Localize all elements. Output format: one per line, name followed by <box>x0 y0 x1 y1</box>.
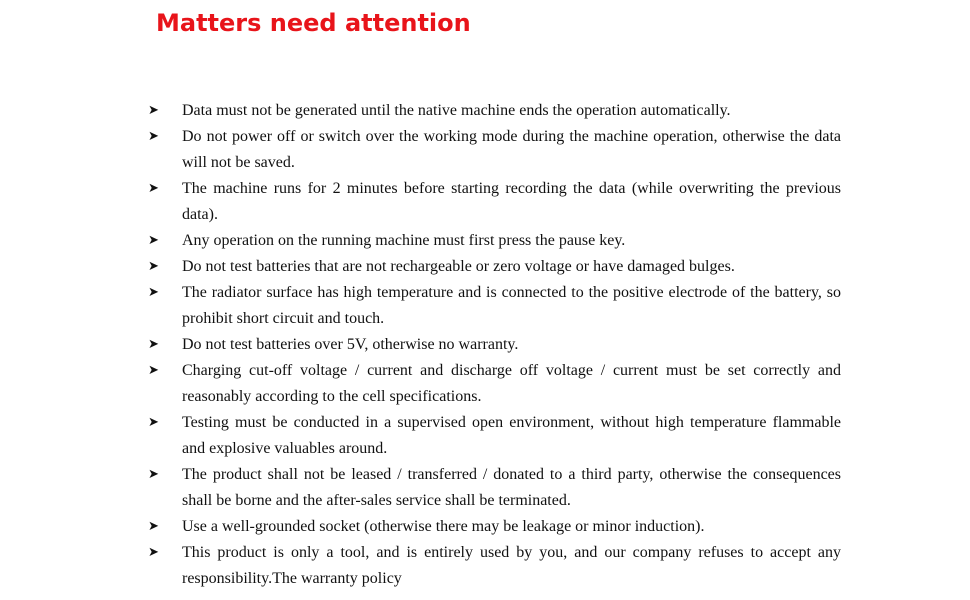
arrowhead-bullet-icon: ➤ <box>148 233 159 248</box>
arrowhead-bullet-icon: ➤ <box>148 181 159 196</box>
list-item-text: Charging cut-off voltage / current and discharge off voltage / current must be set correctly and reasonably according to the cell specifications. <box>182 362 841 405</box>
attention-list <box>148 98 841 592</box>
list-item-text: This product is only a tool, and is entirely used by you, and our company refuses to accept any responsibility.The warranty policy <box>182 544 841 587</box>
list-item <box>148 358 841 410</box>
arrowhead-bullet-icon: ➤ <box>148 129 159 144</box>
arrowhead-bullet-icon: ➤ <box>148 103 159 118</box>
list-item <box>148 462 841 514</box>
list-item-text: Do not test batteries over 5V, otherwise no warranty. <box>182 336 519 353</box>
arrowhead-bullet-icon: ➤ <box>148 467 159 482</box>
arrowhead-bullet-icon: ➤ <box>148 337 159 352</box>
list-item <box>148 410 841 462</box>
list-item-text: Do not power off or switch over the working mode during the machine operation, otherwise the data will not be saved. <box>182 128 841 171</box>
list-item <box>148 540 841 592</box>
list-item-text: Use a well-grounded socket (otherwise there may be leakage or minor induction). <box>182 518 705 535</box>
arrowhead-bullet-icon: ➤ <box>148 415 159 430</box>
list-item <box>148 514 841 540</box>
list-item-text: The product shall not be leased / transferred / donated to a third party, otherwise the consequences shall be borne and the after-sales service shall be terminated. <box>182 466 841 509</box>
list-item-text: The machine runs for 2 minutes before starting recording the data (while overwriting the previous data). <box>182 180 841 223</box>
list-item-text: Do not test batteries that are not rechargeable or zero voltage or have damaged bulges. <box>182 258 735 275</box>
list-item-text: The radiator surface has high temperature and is connected to the positive electrode of the battery, so prohibit short circuit and touch. <box>182 284 841 327</box>
list-item-text: Any operation on the running machine must first press the pause key. <box>182 232 626 249</box>
list-item <box>148 124 841 176</box>
list-item <box>148 228 841 254</box>
arrowhead-bullet-icon: ➤ <box>148 545 159 560</box>
arrowhead-bullet-icon: ➤ <box>148 363 159 378</box>
list-item <box>148 98 841 124</box>
list-item-text: Testing must be conducted in a supervised open environment, without high temperature flammable and explosive valuables around. <box>182 414 841 457</box>
list-item <box>148 254 841 280</box>
arrowhead-bullet-icon: ➤ <box>148 519 159 534</box>
list-item-text: Data must not be generated until the native machine ends the operation automatically. <box>182 102 731 119</box>
list-item <box>148 280 841 332</box>
page-title: Matters need attention <box>156 9 471 37</box>
list-item <box>148 332 841 358</box>
arrowhead-bullet-icon: ➤ <box>148 285 159 300</box>
arrowhead-bullet-icon: ➤ <box>148 259 159 274</box>
list-item <box>148 176 841 228</box>
